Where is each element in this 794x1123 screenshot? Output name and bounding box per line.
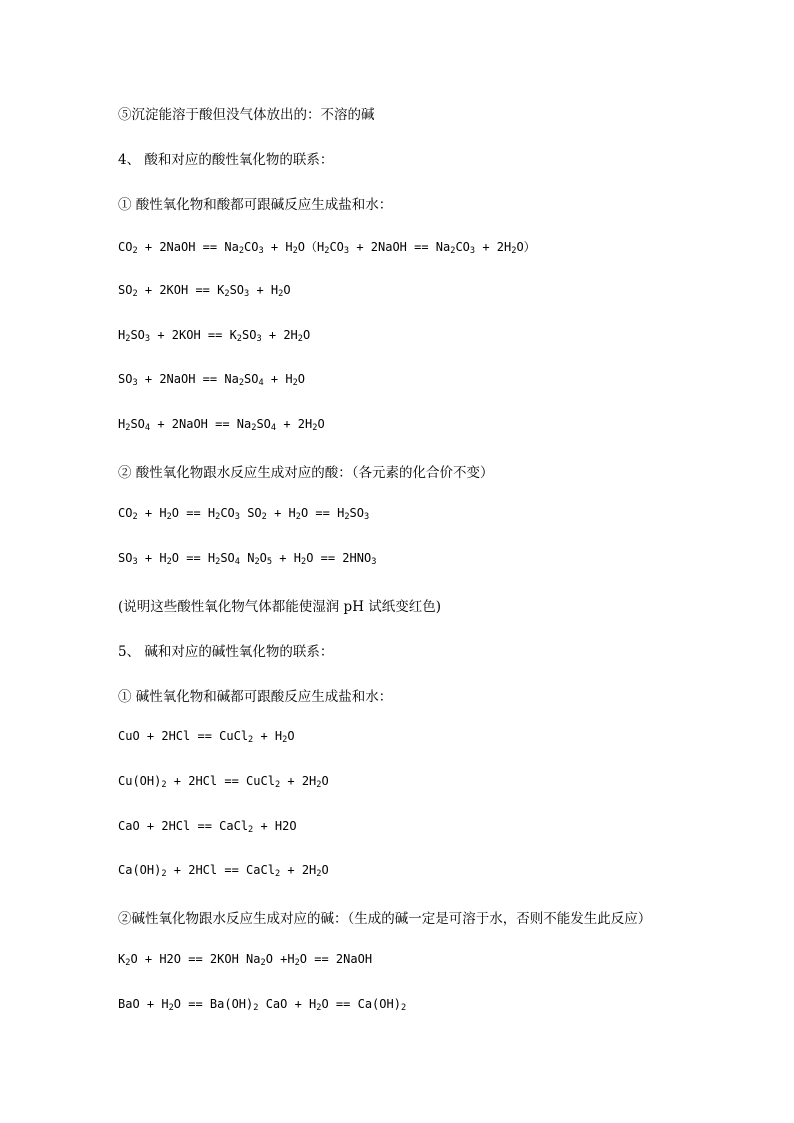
equation-line: CuO + 2HCl == CuCl$_2$ + $H_2O$	[118, 729, 295, 746]
text-line-base-oxide-1: ① 碱性氧化物和碱都可跟酸反应生成盐和水：	[118, 689, 393, 705]
equation-line: $Cu(OH)_2 + 2HCl$ == CuCl$_2$ + $2H_2O$	[118, 774, 329, 791]
equation-line: $H_2SO_4$ + 2NaOH == $Na_2SO_4 + 2H_2O$	[118, 417, 325, 434]
equation-line: $SO_2 + 2KOH == K_2SO_3 + H_2O$	[118, 283, 291, 300]
equation-line: BaO + $H_2O == Ba(OH)_2$ CaO + $H_2O == Ca(OH)_2$	[118, 997, 407, 1014]
note-line: (说明这些酸性氧化物气体都能使湿润 pH 试纸变红色)	[118, 599, 442, 615]
text-line-acid-oxide-1: ① 酸性氧化物和酸都可跟碱反应生成盐和水：	[118, 197, 393, 213]
text-line-insoluble-base: ⑤沉淀能溶于酸但没气体放出的：不溶的碱	[118, 107, 375, 123]
equation-line: $CO_2 + H_2O == H_2CO_3$ $SO_2 + H_2O == H_2SO_3$	[118, 506, 370, 523]
equation-line: CaO + 2HCl == CaCl$_2$ + H2O	[118, 819, 297, 836]
text-line-base-oxide-2: ②碱性氧化物跟水反应生成对应的碱：（生成的碱一定是可溶于水，否则不能发生此反应）	[118, 911, 652, 927]
equation-line: $CO_2$ + 2NaOH == $Na_2CO_3 + H_2O(H_2CO_3$ + 2NaOH == $Na_2CO_3 + 2H_2O$）	[118, 240, 536, 257]
equation-line: $K_2O + H2O == 2KOH$ $Na_2O +H_2O$ == 2NaOH	[118, 952, 373, 969]
text-line-acid-oxide-2: ② 酸性氧化物跟水反应生成对应的酸：（各元素的化合价不变）	[118, 465, 494, 481]
equation-line: $SO_3 + H_2O == H_2SO_4$ $N_2O_5 + H_2O == 2HNO_3$	[118, 551, 377, 568]
section-heading-5: 5、 碱和对应的碱性氧化物的联系：	[118, 644, 334, 660]
equation-line: $SO_3$ + 2NaOH == $Na_2SO_4 + H_2O$	[118, 372, 306, 389]
section-heading-4: 4、 酸和对应的酸性氧化物的联系：	[118, 152, 334, 168]
equation-line: $H_2SO_3 + 2KOH == K_2SO_3 + 2H_2O$	[118, 328, 311, 345]
equation-line: $Ca(OH)_2 + 2HCl$ == CaCl$_2$ + $2H_2O$	[118, 863, 329, 880]
